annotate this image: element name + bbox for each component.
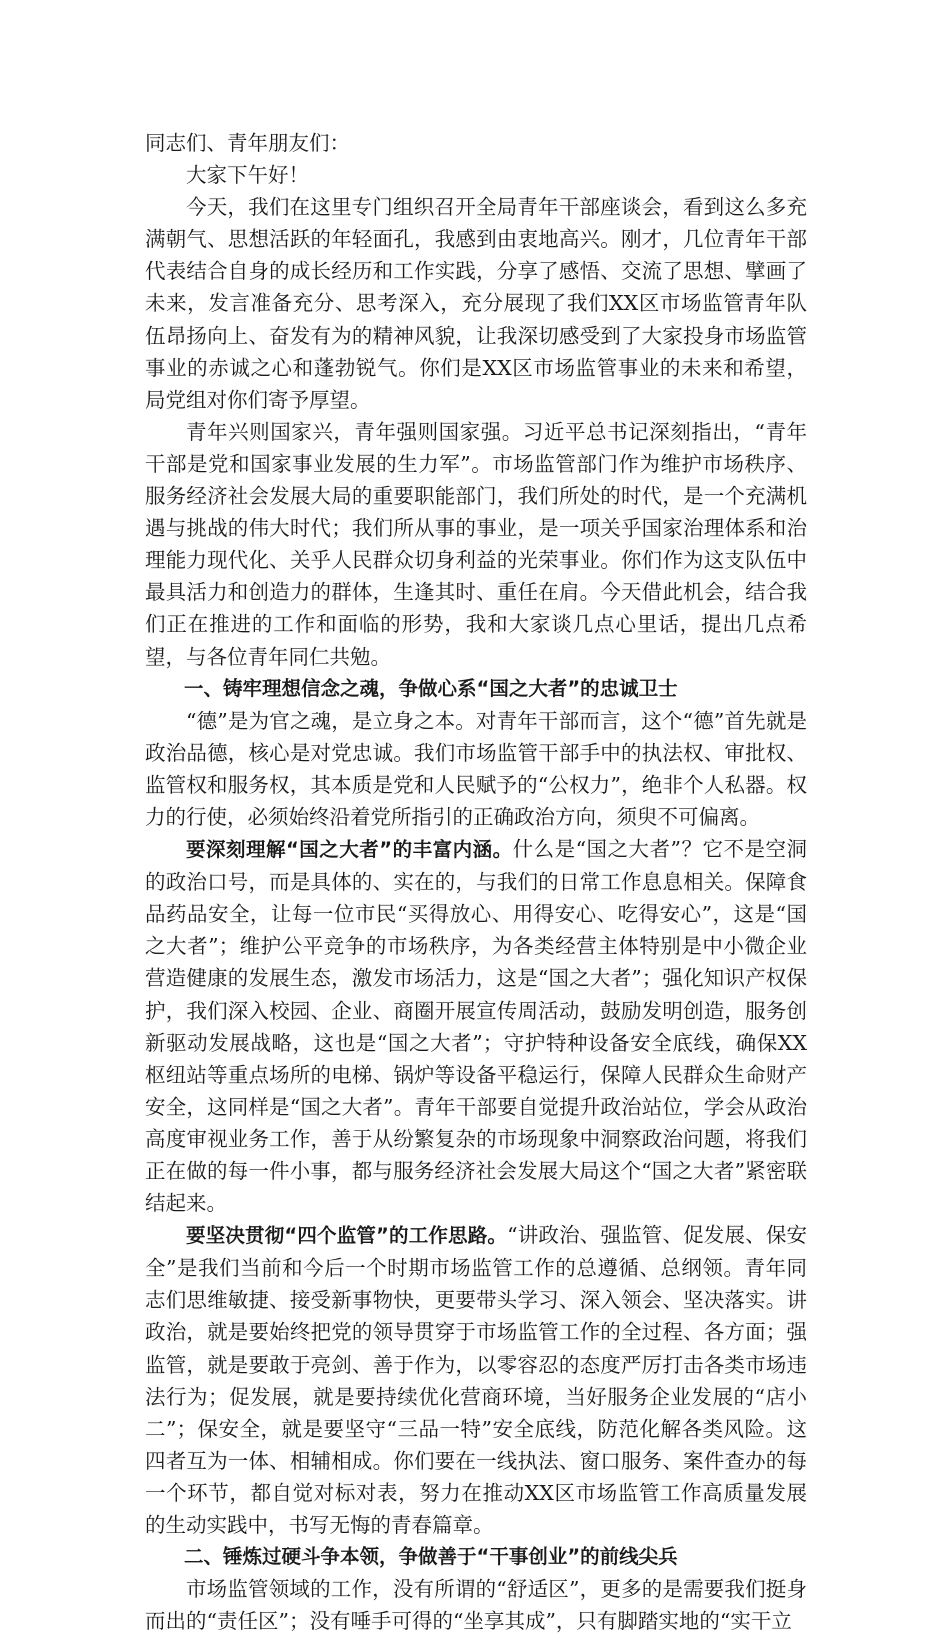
document-page [145, 127, 807, 1637]
lead-sentence-2: 要坚决贯彻“四个监管”的工作思路。 [186, 1224, 508, 1248]
paragraph-intro: 今天，我们在这里专门组织召开全局青年干部座谈会，看到这么多充满朝气、思想活跃的年轻面孔，我感到由衷地高兴。刚才，几位青年干部代表结合自身的成长经历和工作实践，分享了感悟、交流了思想、擘画了未来，发言准备充分、思考深入，充分展现了我们XX区市场监管青年队伍昂扬向上、奋发有为的精神风貌，让我深切感受到了大家投身市场监管事业的赤诚之心和蓬勃锐气。你们是XX区市场监管事业的未来和希望，局党组对你们寄予厚望。 [145, 195, 807, 412]
paragraph-youth: 青年兴则国家兴，青年强则国家强。习近平总书记深刻指出，“青年干部是党和国家事业发展的生力军”。市场监管部门作为维护市场秩序、服务经济社会发展大局的重要职能部门，我们所处的时代，是一个充满机遇与挑战的伟大时代；我们所从事的事业，是一项关乎国家治理体系和治理能力现代化、关乎人民群众切身利益的光荣事业。你们作为这支队伍中最具活力和创造力的群体，生逢其时、重任在肩。今天借此机会，结合我们正在推进的工作和面临的形势，我和大家谈几点心里话，提出几点希望，与各位青年同仁共勉。 [145, 419, 807, 669]
paragraph-de: “德”是为官之魂，是立身之本。对青年干部而言，这个“德”首先就是政治品德，核心是对党忠诚。我们市场监管干部手中的执法权、审批权、监管权和服务权，其本质是党和人民赋予的“公权力”，绝非个人私器。权力的行使，必须始终沿着党所指引的正确政治方向，须臾不可偏离。 [145, 708, 807, 829]
paragraph-four-supervision [145, 1219, 807, 1541]
salutation: 同志们、青年朋友们： [145, 131, 350, 155]
lead-sentence-1: 要深刻理解“国之大者”的丰富内涵。 [186, 838, 513, 862]
section-heading-2: 二、锤炼过硬斗争本领，争做善于“干事创业”的前线尖兵 [184, 1545, 678, 1569]
paragraph-last: 市场监管领域的工作，没有所谓的“舒适区”，更多的是需要我们挺身而出的“责任区”；没有唾手可得的“坐享其成”，只有脚踏实地的“实干立 [145, 1577, 807, 1634]
paragraph-guozhidazhe-body: 什么是“国之大者”？它不是空洞的政治口号，而是具体的、实在的，与我们的日常工作息息相关。保障食品药品安全，让每一位市民“买得放心、用得安心、吃得安心”，这是“国之大者”；维护公平竞争的市场秩序，为各类经营主体特别是中小微企业营造健康的发展生态，激发市场活力，这是“国之大者”；强化知识产权保护，我们深入校园、企业、商圈开展宣传周活动，鼓励发明创造，服务创新驱动发展战略，这也是“国之大者”；守护特种设备安全底线，确保XX枢纽站等重点场所的电梯、锅炉等设备平稳运行，保障人民群众生命财产安全，这同样是“国之大者”。青年干部要自觉提升政治站位，学会从政治高度审视业务工作，善于从纷繁复杂的市场现象中洞察政治问题，将我们正在做的每一件小事，都与服务经济社会发展大局这个“国之大者”紧密联结起来。 [145, 837, 807, 1216]
greeting: 大家下午好！ [186, 163, 309, 188]
section-heading-1: 一、铸牢理想信念之魂，争做心系“国之大者”的忠诚卫士 [184, 676, 678, 700]
paragraph-guozhidazhe [145, 833, 807, 1219]
paragraph-four-supervision-body: “讲政治、强监管、促发展、保安全”是我们当前和今后一个时期市场监管工作的总遵循、总纲领。青年同志们思维敏捷、接受新事物快，更要带头学习、深入领会、坚决落实。讲政治，就是要始终把党的领导贯穿于市场监管工作的全过程、各方面；强监管，就是要敢于亮剑、善于作为，以零容忍的态度严厉打击各类市场违法行为；促发展，就是要持续优化营商环境，当好服务企业发展的“店小二”；保安全，就是要坚守“三品一特”安全底线，防范化解各类风险。这四者互为一体、相辅相成。你们要在一线执法、窗口服务、案件查办的每一个环节，都自觉对标对表，努力在推动XX区市场监管工作高质量发展的生动实践中，书写无悔的青春篇章。 [145, 1223, 808, 1538]
